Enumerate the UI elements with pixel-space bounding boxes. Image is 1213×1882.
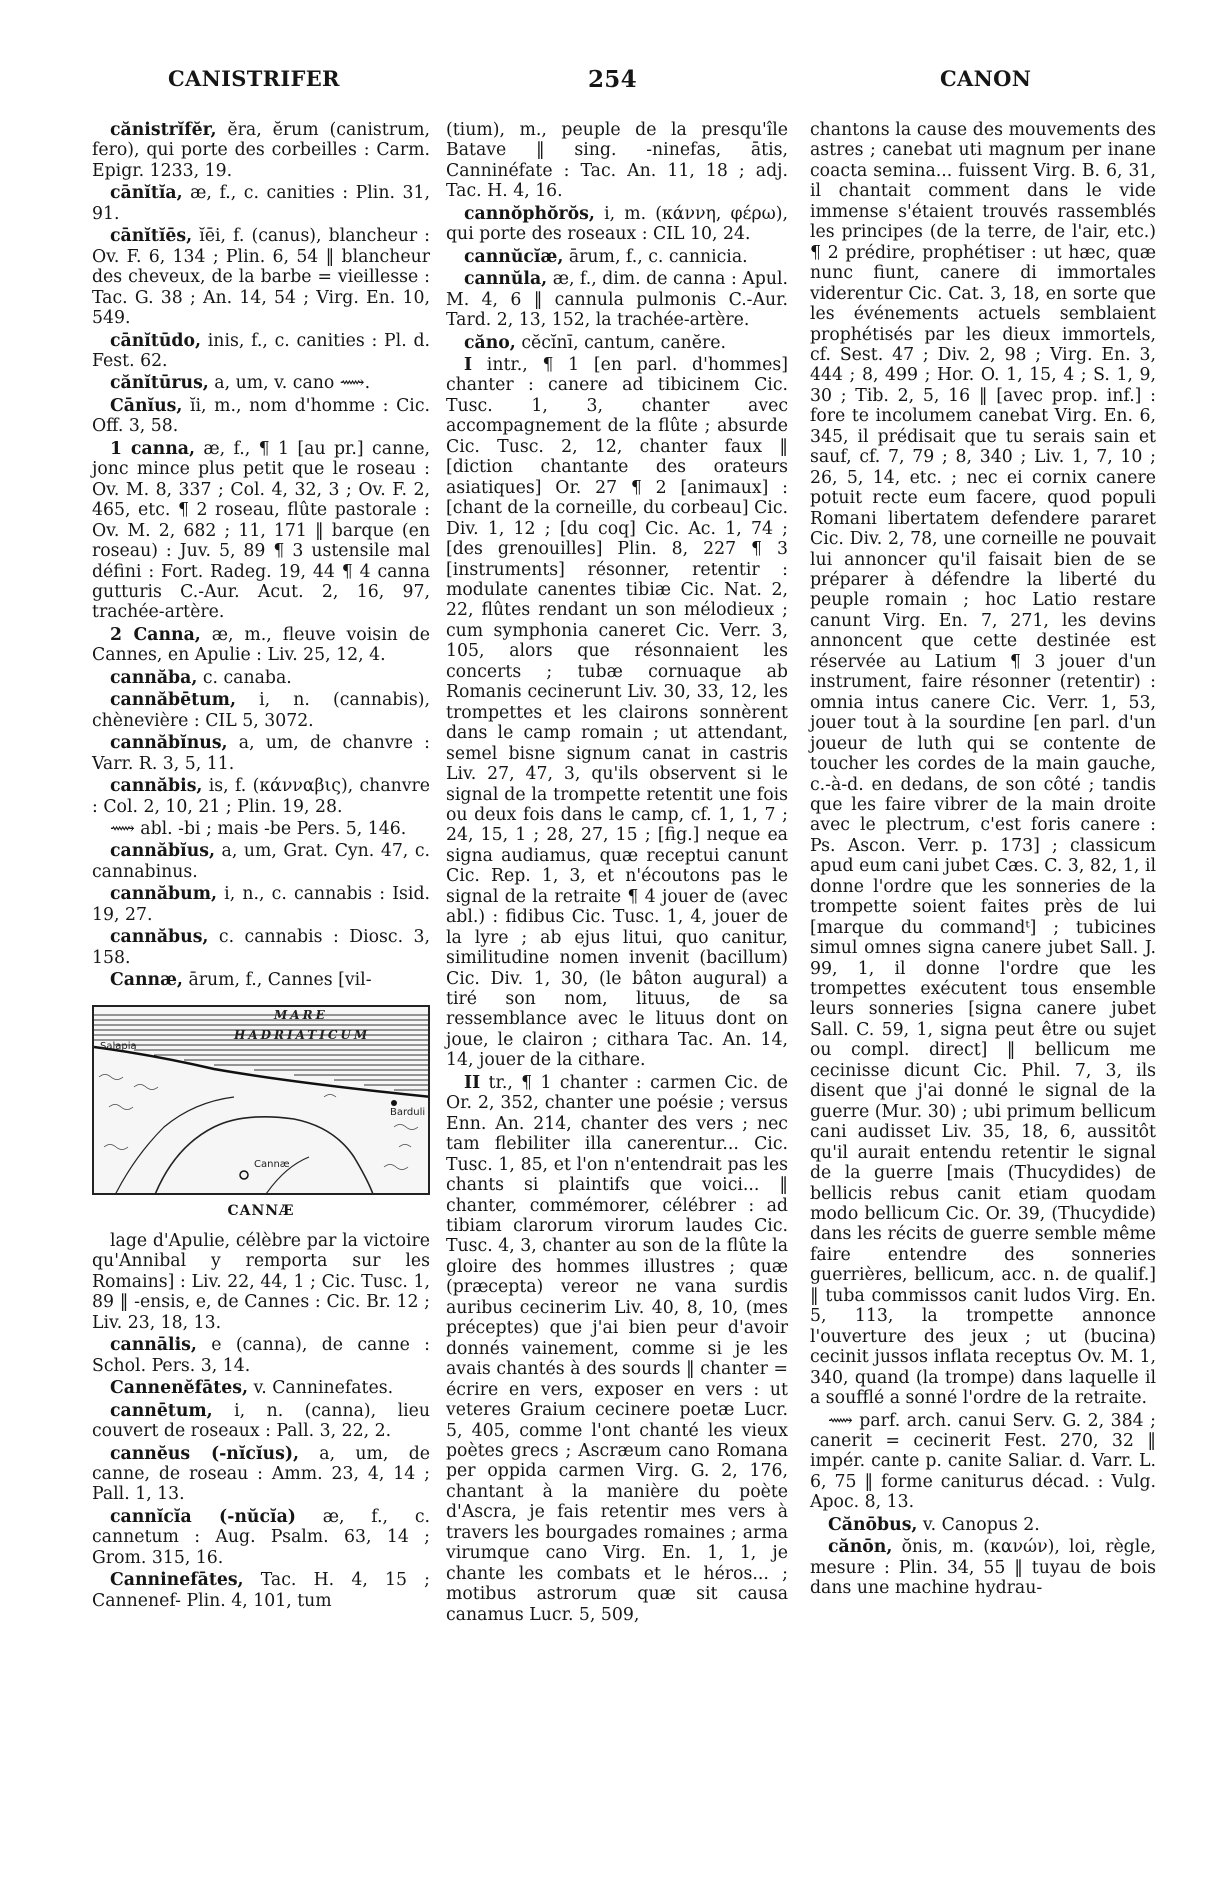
entry-definition: ārum, f., Cannes [vil- bbox=[182, 970, 372, 991]
entry-headword: cannŭcĭæ, bbox=[464, 246, 564, 267]
entry-definition: a, um, v. cano ⟿. bbox=[208, 373, 371, 394]
entry-definition: inis, f., c. canities : Pl. d. Fest. 62. bbox=[92, 330, 430, 371]
dictionary-entry bbox=[92, 884, 430, 925]
dictionary-entry bbox=[92, 1378, 430, 1398]
dictionary-entry bbox=[92, 1401, 430, 1442]
dictionary-entry bbox=[92, 1570, 430, 1611]
entry-headword: cănōn, bbox=[828, 1537, 893, 1558]
entry-headword: cānĭtĭa, bbox=[110, 183, 183, 204]
entry-definition: æ, f., dim. de canna : Apul. M. 4, 6 ‖ cannula pulmonis C.-Aur. Tard. 2, 13, 152, la trachée-artère. bbox=[446, 269, 788, 331]
map-caption: CANNÆ bbox=[227, 1202, 295, 1219]
entry-definition: is, f. (κάνναβις), chanvre : Col. 2, 10, 21 ; Plin. 19, 28. bbox=[92, 776, 430, 817]
entry-headword: I bbox=[464, 354, 473, 375]
dictionary-entry bbox=[92, 183, 430, 224]
dictionary-entry bbox=[446, 269, 788, 330]
dictionary-entry bbox=[810, 1411, 1156, 1513]
entry-definition: æ, f., c. cannetum : Aug. Psalm. 63, 14 ; Grom. 315, 16. bbox=[92, 1506, 430, 1568]
entry-definition: a, um, de canne, de roseau : Amm. 23, 4, 14 ; Pall. 1, 13. bbox=[92, 1443, 430, 1505]
dictionary-entry bbox=[92, 841, 430, 882]
map-label-cannae: Cannæ bbox=[254, 1158, 290, 1170]
entry-headword: Canninefātes, bbox=[110, 1570, 244, 1591]
dictionary-entry bbox=[92, 819, 430, 839]
entry-headword: cannētum, bbox=[110, 1400, 213, 1421]
map-of-cannae bbox=[92, 1005, 430, 1195]
entry-definition: (tium), m., peuple de la presqu'île Batave ‖ sing. -ninefas, ātis, Canninéfate : Tac. An. 11, 18 ; adj. Tac. H. 4, 16. bbox=[446, 120, 788, 202]
dictionary-entry bbox=[92, 120, 430, 181]
entry-headword: cannăbus, bbox=[110, 927, 209, 948]
dictionary-entry bbox=[92, 396, 430, 437]
entry-headword: Cannenĕfātes, bbox=[110, 1378, 248, 1399]
entry-definition: chantons la cause des mouvements des astres ; canebat uti magnum per inane coacta semina... fuissent Virg. B. 6, 31, il chantait comment dans le vide immense s'étaient trouvés rassemblés les principes (de la terre, de l'air, etc.) ¶ 2 prédire, prophétiser : ut hæc, quæ nunc fiunt, canere di immortales viderentur Cic. Cat. 3, 18, en sorte que les événements actuels semblaient prophétisés par les dieux immortels, cf. Sest. 47 ; Div. 2, 98 ; Virg. En. 3, 444 ; 8, 499 ; Hor. O. 1, 15, 4 ; S. 1, 9, 30 ; Tib. 2, 5, 16 ‖ [avec prop. inf.] : fore te incolumem canebat Virg. En. 6, 345, il prédisait que tu serais sain et sauf, cf. 7, 79 ; 8, 340 ; Liv. 1, 7, 10 ; 26, 5, 14, etc. ; nec ei cornix canere potuit recte eum facere, quod populi Romani libertatem defendere pararet Cic. Div. 2, 78, une corneille ne pouvait lui annoncer qu'il faisait bien de se préparer à défendre la liberté du peuple romain ; hoc Latio restare canunt Virg. En. 7, 271, les devins annoncent que cette destinée est réservée au Latium ¶ 3 jouer d'un instrument, faire résonner (retentir) : omnia intus canere Cic. Verr. 1, 53, jouer tout à la sourdine [en parl. d'un joueur de luth qui se contente de toucher les cordes de la main gauche, c.-à-d. en dedans, de son côté ; tandis que les faire vibrer de la main droite avec le plectrum, c'est foris canere : Ps. Ascon. Verr. p. 173] ; classicum apud eum cani jubet Cæs. C. 3, 82, 1, il donne l'ordre que les sonneries de la trompette soient faites près de lui [marque du commandᵗ] ; tubicines simul omnes signa canere jubet Sall. J. 99, 1, il donne l'ordre que les trompettes exécutent tous ensemble leurs sonneries [signa canere jubet Sall. C. 59, 1, signa peut être ou sujet ou compl. direct] ‖ bellicum me cecinisse dicunt Cic. Phil. 7, 3, ils disent que j'ai donné le signal de la guerre (Mur. 30) ; ubi primum bellicum cani audisset Liv. 35, 18, 6, aussitôt qu'il aurait entendu retentir le signal de la guerre [mais (Thucydides) de bellicis rebus canit etiam quodam modo bellicum Cic. Or. 39, (Thucydide) dans les récits de guerre semble même faire entendre des sonneries guerrières, bellicum, acc. n. de qualif.] ‖ tuba commissos canit ludos Virg. En. 5, 113, la trompette annonce l'ouverture des jeux ; ut (bucina) cecinit jussos inflata receptus Ov. M. 1, 340, quand (la trompe) dans laquelle il a soufflé a sonné l'ordre de la retraite. bbox=[810, 120, 1156, 1409]
header-right-guideword: CANON bbox=[940, 66, 1032, 91]
dictionary-entry bbox=[92, 733, 430, 774]
column-1 bbox=[92, 120, 430, 1613]
entry-definition: c. canaba. bbox=[197, 667, 292, 688]
dictionary-entry bbox=[446, 1073, 788, 1625]
entry-definition: i, n. (canna), lieu couvert de roseaux : Pall. 3, 22, 2. bbox=[92, 1400, 430, 1442]
entry-headword: cannăbētum, bbox=[110, 690, 236, 711]
map-illustration bbox=[94, 1007, 430, 1195]
entry-definition: tr., ¶ 1 chanter : carmen Cic. de Or. 2, 352, chanter une poésie ; versus Enn. An. 214, chanter des vers ; nec tam flebiliter illa canerentur... Cic. Tusc. 1, 85, et l'on n'entendrait pas les chants si plaintifs que voici... ‖ chanter, commémorer, célébrer : ad tibiam clarorum virorum laudes Cic. Tusc. 4, 3, chanter au son de la flûte la gloire des hommes illustres ; quæ (præcepta) vereor ne vana surdis auribus cecinerim Liv. 40, 8, 10, (mes préceptes) que j'ai bien peur d'avoir donnés vainement, comme si je les avais chantés à des sourds ‖ chanter = écrire en vers, exposer en vers : ut veteres Graium cecinere poetæ Lucr. 5, 405, comme l'ont chanté les vieux poètes grecs ; Ascræum cano Romana per oppida carmen Virg. G. 2, 176, chantant à la manière du poète d'Ascra, je fais retentir mes vers à travers les bourgades romaines ; arma virumque cano Virg. En. 1, 1, je chante les combats et le héros... ; motibus astrorum quæ sit causa canamus Lucr. 5, 509, bbox=[446, 1072, 788, 1625]
entry-headword: cannĕus (-nĭcĭus), bbox=[110, 1443, 300, 1464]
dictionary-entry bbox=[92, 1335, 430, 1376]
entry-headword: cannŭla, bbox=[464, 269, 548, 290]
page-header bbox=[0, 66, 1213, 106]
dictionary-entry bbox=[810, 1537, 1156, 1598]
entry-definition: cĕcĭnī, cantum, canĕre. bbox=[515, 332, 726, 353]
entry-headword: cannăbum, bbox=[110, 884, 217, 905]
page-number: 254 bbox=[588, 66, 637, 93]
entry-definition: a, um, Grat. Cyn. 47, c. cannabinus. bbox=[92, 841, 430, 882]
entry-headword: cannālis, bbox=[110, 1335, 197, 1356]
entry-definition: i, n. (cannabis), chènevière : CIL 5, 3072. bbox=[92, 690, 430, 731]
entry-definition: ⟿ abl. -bi ; mais -be Pers. 5, 146. bbox=[110, 818, 407, 839]
entry-definition: a, um, de chanvre : Varr. R. 3, 5, 11. bbox=[92, 733, 430, 774]
dictionary-entry bbox=[446, 333, 788, 353]
entry-headword: cānĭtūdo, bbox=[110, 330, 202, 351]
entry-definition: ārum, f., c. cannicia. bbox=[563, 246, 748, 267]
column-1-entries-continued bbox=[92, 1231, 430, 1611]
entry-definition: ĭēi, f. (canus), blancheur : Ov. F. 6, 134 ; Plin. 6, 54 ‖ blancheur des cheveux, de la barbe = vieillesse : Tac. G. 38 ; An. 14, 54 ; Virg. En. 10, 549. bbox=[92, 226, 430, 329]
entry-definition: ŏnis, m. (κανών), loi, règle, mesure : Plin. 34, 55 ‖ tuyau de bois dans une machine hydrau- bbox=[810, 1537, 1156, 1599]
entry-definition: i, n., c. cannabis : Isid. 19, 27. bbox=[92, 884, 430, 925]
dictionary-entry bbox=[92, 970, 430, 990]
entry-definition: æ, m., fleuve voisin de Cannes, en Apulie : Liv. 25, 12, 4. bbox=[92, 624, 430, 666]
column-2 bbox=[446, 120, 788, 1627]
entry-headword: cannăba, bbox=[110, 667, 198, 688]
entry-headword: 1 canna, bbox=[110, 438, 195, 459]
entry-headword: cannăbis, bbox=[110, 776, 203, 797]
dictionary-entry bbox=[92, 927, 430, 968]
entry-definition: ĭi, m., nom d'homme : Cic. Off. 3, 58. bbox=[92, 395, 430, 437]
entry-headword: cannĭcĭa (-nŭcĭa) bbox=[110, 1506, 296, 1527]
entry-definition: v. Canninefates. bbox=[248, 1378, 394, 1399]
entry-definition: ĕra, ĕrum (canistrum, fero), qui porte des corbeilles : Carm. Epigr. 1233, 19. bbox=[92, 120, 430, 181]
entry-definition: Tac. H. 4, 15 ; Cannenef- Plin. 4, 101, tum bbox=[92, 1570, 430, 1611]
entry-headword: cannăbĭus, bbox=[110, 841, 216, 862]
entry-definition: v. Canopus 2. bbox=[917, 1514, 1040, 1535]
entry-definition: i, m. (κάννη, φέρω), qui porte des roseaux : CIL 10, 24. bbox=[446, 203, 788, 245]
dictionary-entry bbox=[92, 373, 430, 393]
dictionary-entry bbox=[810, 120, 1156, 1409]
entry-headword: II bbox=[464, 1072, 481, 1093]
entry-headword: 2 Canna, bbox=[110, 624, 201, 645]
entry-headword: cănistrĭfĕr, bbox=[110, 120, 217, 140]
entry-definition: æ, f., ¶ 1 [au pr.] canne, jonc mince plus petit que le roseau : Ov. M. 8, 337 ; Col. 4, 32, 3 ; Ov. F. 2, 465, etc. ¶ 2 roseau, flûte pastorale : Ov. M. 2, 682 ; 11, 171 ‖ barque (en roseau) : Juv. 5, 89 ¶ 3 ustensile mal défini : Fort. Radeg. 19, 44 ¶ 4 canna gutturis C.-Aur. Acut. 2, 16, 97, trachée-artère. bbox=[92, 438, 430, 623]
entry-definition: lage d'Apulie, célèbre par la victoire qu'Annibal y remporta sur les Romains] : Liv. 22, 44, 1 ; Cic. Tusc. 1, 89 ‖ -ensis, e, de Cannes : Cic. Br. 12 ; Liv. 23, 18, 13. bbox=[92, 1231, 430, 1333]
entry-definition: ⟿ parf. arch. canui Serv. G. 2, 384 ; canerit = cecinerit Fest. 270, 32 ‖ impér. cante p. canite Saliar. d. Varr. L. 6, 75 ‖ forme caniturus décad. : Vulg. Apoc. 8, 13. bbox=[810, 1410, 1156, 1513]
dictionary-entry bbox=[92, 690, 430, 731]
entry-definition: intr., ¶ 1 [en parl. d'hommes] chanter : canere ad tibicinem Cic. Tusc. 1, 3, chanter avec accompagnement de la flûte ; absurde Cic. Tusc. 2, 12, chanter faux ‖ [diction chantante des orateurs asiatiques] Or. 27 ¶ 2 [animaux] : [chant de la corneille, du corbeau] Cic. Div. 1, 12 ; [du coq] Cic. Ac. 1, 74 ; [des grenouilles] Plin. 8, 227 ¶ 3 [instruments] résonner, retentir : modulate canentes tibiæ Cic. Nat. 2, 22, flûtes rendant un son mélodieux ; cum symphonia caneret Cic. Verr. 3, 105, alors que résonnaient les concerts ; tubæ cornuaque ab Romanis cecinerunt Liv. 30, 33, 12, les trompettes et les clairons sonnèrent dans le camp romain ; ut attendant, semel bisne signum canat in castris Liv. 27, 47, 3, qu'ils observent si le signal de la trompette retentit une fois ou deux fois dans le camp, cf. 1, 1, 7 ; 24, 15, 1 ; 28, 27, 15 ; [fig.] neque ea signa audiamus, quæ receptui canunt Cic. Rep. 1, 3, et n'écoutons pas le signal de la retraite ¶ 4 jouer de (avec abl.) : fidibus Cic. Tusc. 1, 4, jouer de la lyre ; ab ejus litui, quo canitur, similitudine nomen invenit (bacillum) Cic. Div. 1, 30, (le bâton augural) a tiré son nom, lituus, de sa ressemblance avec le lituus dont on joue, le clairon ; cithara Tac. An. 14, 14, jouer de la cithare. bbox=[446, 354, 788, 1071]
column-1-entries bbox=[92, 120, 430, 991]
map-label-sea: MARE bbox=[274, 1007, 328, 1022]
map-label-barduli: Barduli bbox=[390, 1106, 426, 1118]
entry-headword: cānĭtĭēs, bbox=[110, 226, 193, 247]
entry-headword: cănĭtūrus, bbox=[110, 373, 209, 394]
dictionary-entry bbox=[92, 1444, 430, 1505]
entry-headword: căno, bbox=[464, 332, 516, 353]
dictionary-entry bbox=[92, 1231, 430, 1333]
entry-headword: Cannæ, bbox=[110, 970, 183, 991]
dictionary-entry bbox=[92, 226, 430, 328]
entry-definition: e (canna), de canne : Schol. Pers. 3, 14. bbox=[92, 1335, 430, 1376]
dictionary-entry bbox=[446, 120, 788, 202]
column-3 bbox=[810, 120, 1156, 1601]
dictionary-entry bbox=[446, 355, 788, 1071]
entry-headword: cannŏphŏrŏs, bbox=[464, 203, 595, 224]
header-left-guideword: CANISTRIFER bbox=[168, 66, 340, 91]
entry-headword: Cănōbus, bbox=[828, 1514, 918, 1535]
entry-definition: æ, f., c. canities : Plin. 31, 91. bbox=[92, 183, 430, 224]
dictionary-entry bbox=[446, 247, 788, 267]
map-label-sea-2: HADRIATICUM bbox=[234, 1027, 371, 1042]
dictionary-entry bbox=[92, 439, 430, 623]
dictionary-entry bbox=[92, 625, 430, 666]
entry-headword: cannăbĭnus, bbox=[110, 733, 228, 754]
dictionary-entry bbox=[92, 331, 430, 372]
entry-headword: Cānĭus, bbox=[110, 395, 183, 416]
dictionary-entry bbox=[92, 1507, 430, 1568]
entry-definition: c. cannabis : Diosc. 3, 158. bbox=[92, 927, 430, 968]
dictionary-entry bbox=[446, 204, 788, 245]
dictionary-entry bbox=[810, 1515, 1156, 1535]
map-label-salapia: Salapia bbox=[100, 1040, 137, 1052]
dictionary-entry bbox=[92, 668, 430, 688]
dictionary-entry bbox=[92, 776, 430, 817]
